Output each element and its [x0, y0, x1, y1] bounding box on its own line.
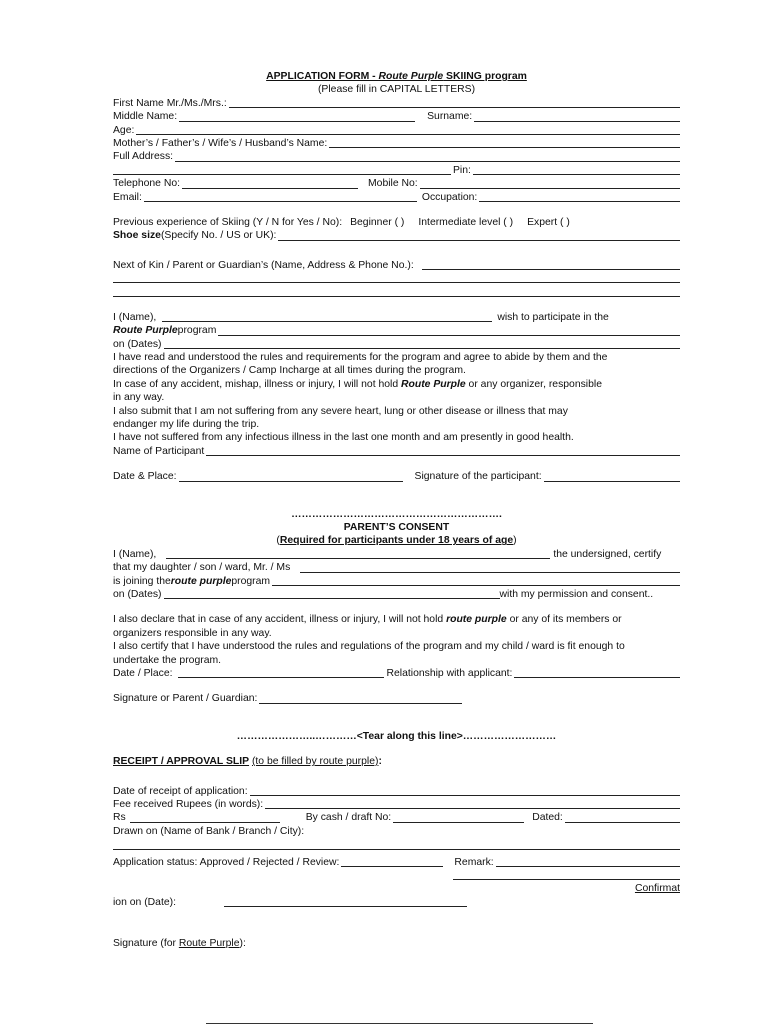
parent-name-field[interactable]: [166, 548, 550, 559]
kin-field[interactable]: [422, 259, 680, 270]
application-form: [113, 70, 680, 951]
kin-line-2: [113, 272, 680, 285]
kin-field-2[interactable]: [113, 272, 680, 283]
confirmation-date-field[interactable]: [224, 896, 467, 907]
parent-signature-row: Signature or Parent / Guardian:: [113, 692, 680, 705]
drawn-line-row: [113, 838, 680, 851]
full-address-row: Full Address:: [113, 150, 680, 163]
fee-words-row: Fee received Rupees (in words):: [113, 798, 680, 811]
participant-name-field[interactable]: [162, 311, 492, 322]
participant-name-row: I (Name), wish to participate in the: [113, 311, 609, 323]
ward-name-field[interactable]: [300, 562, 680, 573]
parent-name-row: I (Name), the undersigned, certify: [113, 548, 662, 560]
signature-route-purple: Signature (for Route Purple):: [113, 938, 246, 950]
receipt-title: RECEIPT / APPROVAL SLIP (to be filled by route purple):: [113, 756, 382, 768]
parent-signature-field[interactable]: [259, 693, 462, 704]
consent-divider: …………………………………………………….: [291, 508, 502, 520]
participant-signature-field[interactable]: [544, 471, 680, 482]
name-of-participant-row: Name of Participant: [113, 445, 680, 458]
dated-field[interactable]: [565, 812, 680, 823]
draft-no-field[interactable]: [393, 812, 524, 823]
pin-row: Pin:: [113, 164, 680, 177]
remark-field[interactable]: [496, 856, 680, 867]
expert-option[interactable]: Expert ( ): [527, 216, 570, 228]
confirmation-row-a: [113, 869, 680, 882]
dates-row: on (Dates): [113, 338, 680, 351]
full-address-field[interactable]: [175, 151, 680, 162]
program-field[interactable]: [218, 325, 680, 336]
consent-subtitle: (Required for participants under 18 years of age): [276, 535, 517, 547]
consent-dates-field[interactable]: [164, 588, 500, 599]
consent-date-place-field[interactable]: [178, 667, 384, 678]
tear-line: …………………..…………<Tear along this line>………………………: [236, 730, 557, 742]
experience-row: Previous experience of Skiing (Y / N for Yes / No): Beginner ( ) Intermediate level ( ) Expert ( ): [113, 216, 570, 228]
email-field[interactable]: [144, 191, 417, 202]
form-subtitle: (Please fill in CAPITAL LETTERS): [317, 84, 476, 96]
dates-field[interactable]: [164, 338, 680, 349]
telephone-row: Telephone No: Mobile No:: [113, 177, 680, 190]
consent-date-place-row: Date / Place: Relationship with applicant:: [113, 667, 680, 680]
intermediate-option[interactable]: Intermediate level ( ): [418, 216, 514, 228]
surname-field[interactable]: [474, 111, 680, 122]
relation-name-row: Mother’s / Father’s / Wife’s / Husband’s Name:: [113, 137, 680, 150]
consent-dates-row: on (Dates) with my permission and consent..: [113, 589, 654, 601]
mobile-field[interactable]: [420, 178, 680, 189]
relationship-field[interactable]: [514, 667, 680, 678]
email-row: Email: Occupation:: [113, 191, 680, 204]
declaration-text: I have read and understood the rules and requirements for the program and agree to abide by them and the directions of the Organizers / Camp Incharge at all times during the program. In case of any accident, mishap, illness or injury, I will not hold Route Purple or any organizer, responsible in any way. I also submit that I am not suffering from any severe heart, lung or other disease or illness that may endanger my life during the trip. I have not suffered from any infectious illness in the last one month and am presently in good health.: [113, 352, 608, 444]
consent-title: PARENT’S CONSENT: [343, 522, 450, 534]
age-row: Age:: [113, 124, 680, 137]
first-name-field[interactable]: [229, 97, 680, 108]
status-row: Application status: Approved / Rejected / Review: Remark:: [113, 856, 680, 869]
confirmation-label-a: Confirmat: [634, 883, 680, 895]
joining-field[interactable]: [272, 575, 680, 586]
pin-field[interactable]: [473, 164, 680, 175]
kin-row: Next of Kin / Parent or Guardian’s (Name, Address & Phone No.):: [113, 259, 680, 272]
rs-row: Rs By cash / draft No: Dated:: [113, 811, 680, 824]
name-of-participant-field[interactable]: [206, 445, 680, 456]
ward-name-row: that my daughter / son / ward, Mr. / Ms: [113, 561, 680, 574]
address-line-2-field[interactable]: [113, 164, 451, 175]
fee-words-field[interactable]: [265, 798, 680, 809]
first-name-row: First Name Mr./Ms./Mrs.:: [113, 97, 680, 110]
shoe-size-field[interactable]: [278, 230, 680, 241]
drawn-row: Drawn on (Name of Bank / Branch / City):: [113, 825, 305, 837]
form-title: APPLICATION FORM - Route Purple SKIING program: [266, 71, 527, 82]
receipt-date-row: Date of receipt of application:: [113, 785, 680, 798]
status-field[interactable]: [341, 856, 443, 867]
relation-name-field[interactable]: [329, 137, 680, 148]
program-row: Route Purple program: [113, 324, 680, 337]
consent-declaration: I also declare that in case of any accident, illness or injury, I will not hold route purple or any of its members or organizers responsible in any way. I also certify that I have understood the rules and regulations of the program and my child / ward is fit enough to undertake the program.: [113, 614, 625, 666]
age-field[interactable]: [136, 124, 680, 135]
confirmation-row-b: ion on (Date):: [113, 896, 680, 909]
date-place-row: Date & Place: Signature of the participant:: [113, 470, 680, 483]
telephone-field[interactable]: [182, 178, 358, 189]
remark-field-2[interactable]: [453, 869, 680, 880]
beginner-option[interactable]: Beginner ( ): [350, 216, 405, 228]
receipt-date-field[interactable]: [250, 785, 680, 796]
drawn-field[interactable]: [113, 839, 680, 850]
rs-field[interactable]: [130, 812, 280, 823]
middle-name-row: Middle Name: Surname:: [113, 110, 680, 123]
kin-field-3[interactable]: [113, 286, 680, 297]
date-place-field[interactable]: [179, 471, 403, 482]
joining-row: is joining the route purple program: [113, 575, 680, 588]
middle-name-field[interactable]: [179, 111, 415, 122]
kin-line-3: [113, 285, 680, 298]
shoe-size-row: Shoe size (Specify No. / US or UK):: [113, 229, 680, 242]
occupation-field[interactable]: [479, 191, 680, 202]
